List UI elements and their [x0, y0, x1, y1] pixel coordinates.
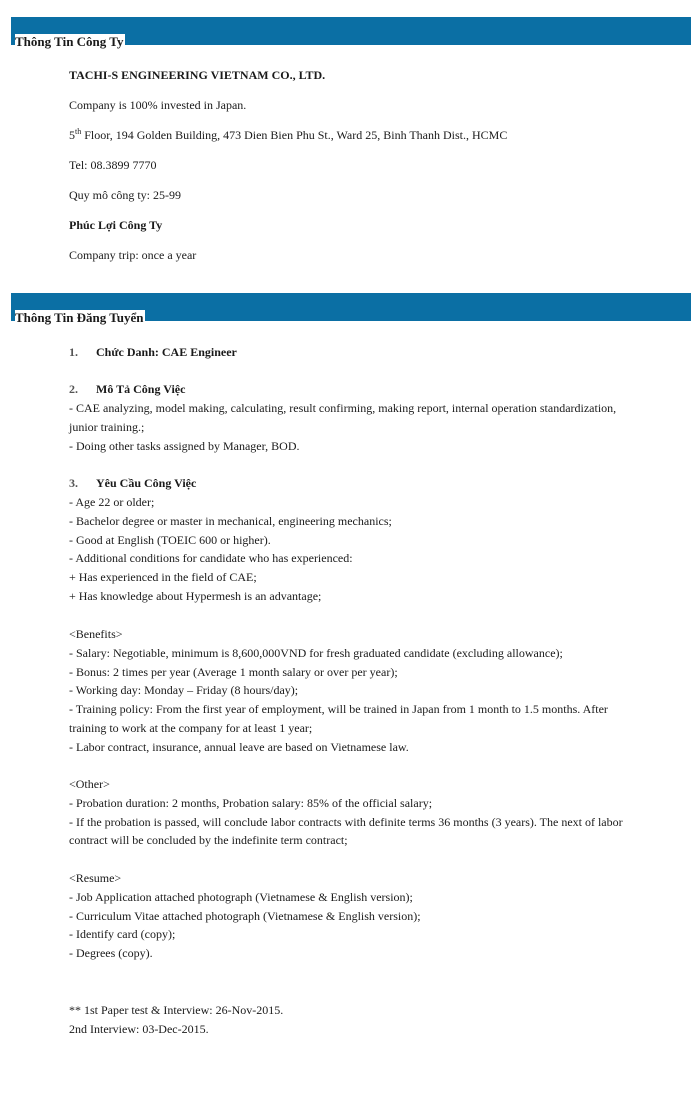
other-block [69, 775, 669, 850]
item1-label: Chức Danh: CAE Engineer [96, 345, 237, 359]
job-title-heading [69, 344, 237, 360]
interview-line: ** 1st Paper test & Interview: 26-Nov-2015. [69, 1003, 284, 1017]
benefits-line: - Training policy: From the first year of employment, will be trained in Japan from 1 month to 1.5 months. After [69, 702, 608, 717]
benefits-heading: <Benefits> [69, 627, 123, 641]
company-tel: Tel: 08.3899 7770 [69, 158, 157, 172]
requirement-line: + Has knowledge about Hypermesh is an advantage; [69, 588, 322, 603]
address-rest: Floor, 194 Golden Building, 473 Dien Bien Phu St., Ward 25, Binh Thanh Dist., HCMC [81, 128, 508, 142]
company-info [69, 68, 689, 278]
benefits-line: - Working day: Monday – Friday (8 hours/day); [69, 683, 299, 698]
company-benefits-heading: Phúc Lợi Công Ty [69, 218, 163, 232]
benefits-block [69, 625, 669, 757]
address-floor-suffix: th [75, 127, 82, 136]
benefits-line: training to work at the company for at least 1 year; [69, 720, 313, 735]
item2-number: 2. [69, 382, 78, 396]
recruit-section-title: Thông Tin Đăng Tuyển [15, 310, 144, 325]
benefits-line: - Bonus: 2 times per year (Average 1 month salary or over per year); [69, 664, 398, 679]
interview-line: 2nd Interview: 03-Dec-2015. [69, 1021, 209, 1036]
requirement-line: - Age 22 or older; [69, 495, 155, 509]
job-description-line: junior training.; [69, 419, 145, 434]
resume-block [69, 869, 669, 963]
requirement-line: - Bachelor degree or master in mechanical, engineering mechanics; [69, 513, 392, 528]
item1-number: 1. [69, 345, 78, 359]
interview-block [69, 1001, 669, 1039]
resume-heading: <Resume> [69, 871, 122, 885]
recruit-section-header [11, 293, 691, 325]
other-line: - If the probation is passed, will conclude labor contracts with definite terms 36 months (3 years). The next of labor [69, 814, 623, 829]
other-line: - Probation duration: 2 months, Probation salary: 85% of the official salary; [69, 795, 433, 810]
requirement-line: - Additional conditions for candidate who has experienced: [69, 551, 353, 566]
company-section-header [11, 17, 691, 49]
resume-line: - Degrees (copy). [69, 946, 153, 961]
job-requirements-body [69, 493, 669, 606]
resume-line: - Identify card (copy); [69, 927, 176, 942]
resume-line: - Job Application attached photograph (Vietnamese & English version); [69, 889, 413, 904]
requirement-line: - Good at English (TOEIC 600 or higher). [69, 532, 271, 547]
job-description-heading [69, 381, 185, 397]
other-heading: <Other> [69, 777, 110, 791]
company-scale: Quy mô công ty: 25-99 [69, 188, 181, 202]
company-investment: Company is 100% invested in Japan. [69, 98, 247, 112]
resume-line: - Curriculum Vitae attached photograph (Vietnamese & English version); [69, 908, 421, 923]
job-requirements-heading [69, 475, 196, 491]
other-line: contract will be concluded by the indefinite term contract; [69, 833, 348, 848]
benefits-line: - Salary: Negotiable, minimum is 8,600,000VND for fresh graduated candidate (excluding allowance); [69, 645, 563, 660]
job-description-line: - CAE analyzing, model making, calculating, result confirming, making report, internal operation standardization, [69, 401, 617, 415]
company-name: TACHI-S ENGINEERING VIETNAM CO., LTD. [69, 68, 326, 82]
job-description-body [69, 399, 669, 455]
job-description-line: - Doing other tasks assigned by Manager, BOD. [69, 438, 300, 453]
address-floor-number: 5 [69, 128, 75, 142]
benefits-line: - Labor contract, insurance, annual leave are based on Vietnamese law. [69, 739, 409, 754]
company-benefits-text: Company trip: once a year [69, 248, 197, 262]
item2-label: Mô Tả Công Việc [96, 382, 186, 396]
item3-number: 3. [69, 476, 78, 490]
company-address [69, 128, 689, 143]
item3-label: Yêu Cầu Công Việc [96, 476, 197, 490]
requirement-line: + Has experienced in the field of CAE; [69, 570, 257, 585]
company-section-title: Thông Tin Công Ty [15, 34, 124, 49]
